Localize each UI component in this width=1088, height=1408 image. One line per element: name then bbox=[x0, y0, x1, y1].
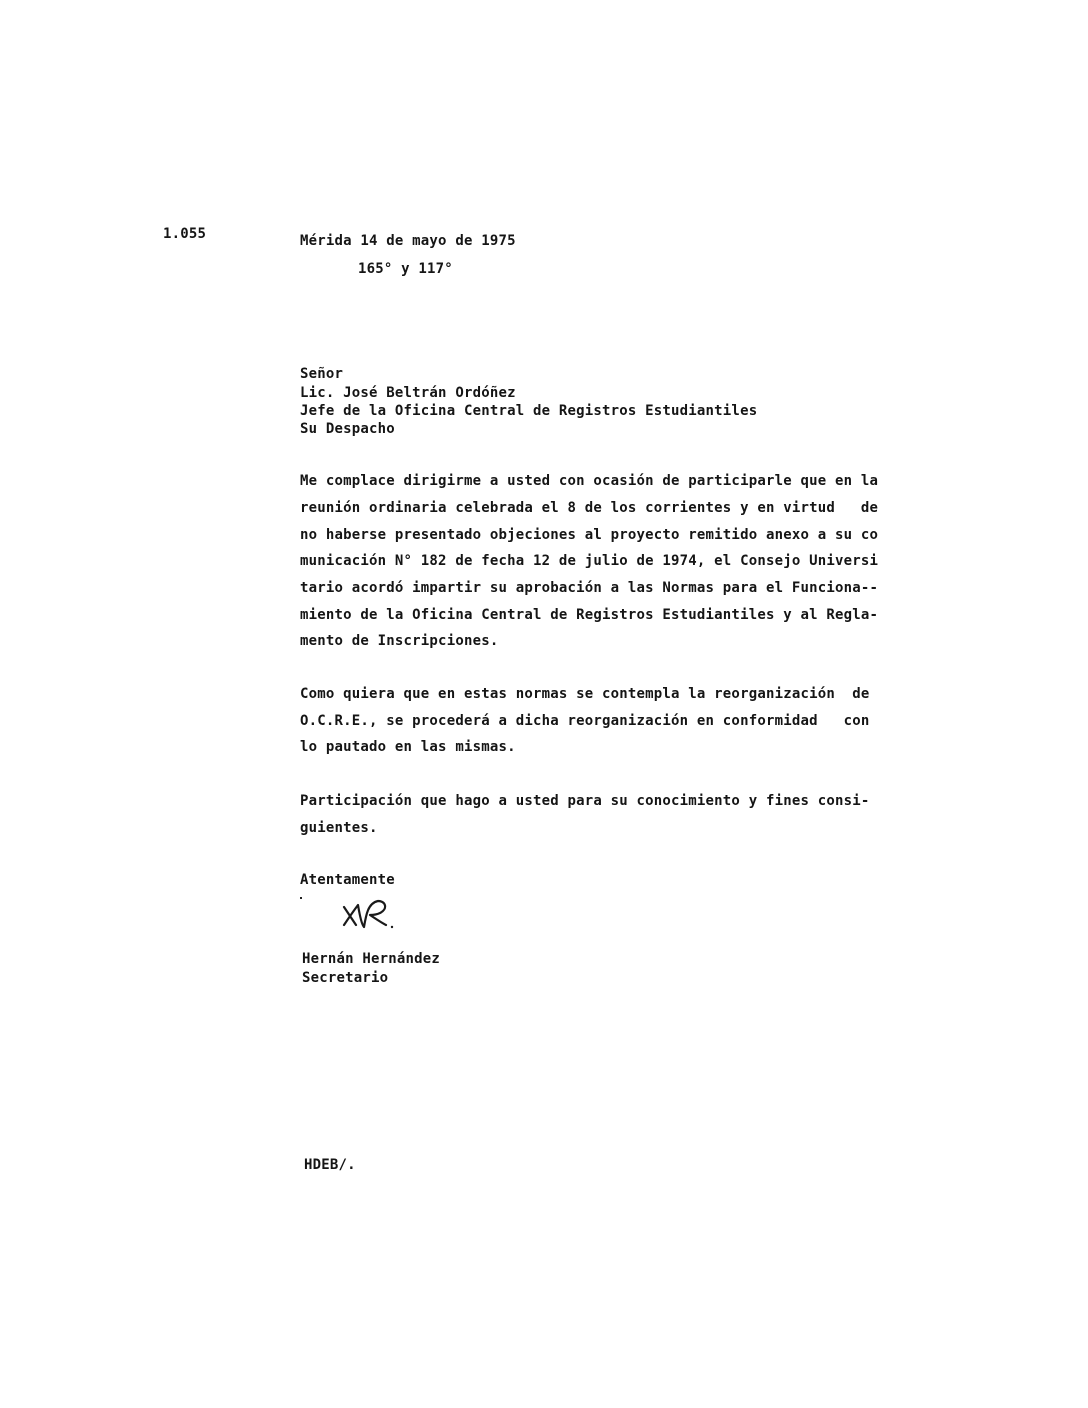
paragraph-2-line: O.C.R.E., se procederá a dicha reorganización en conformidad con bbox=[300, 713, 870, 729]
signer-title: Secretario bbox=[302, 970, 389, 986]
paragraph-1-line: municación N° 182 de fecha 12 de julio de 1974, el Consejo Universi bbox=[300, 553, 879, 569]
paragraph-2-line: Como quiera que en estas normas se contempla la reorganización de bbox=[300, 686, 870, 702]
closing: Atentamente bbox=[300, 872, 395, 888]
paragraph-3 bbox=[300, 793, 900, 857]
paragraph-1-line: tario acordó impartir su aprobación a las Normas para el Funciona-- bbox=[300, 580, 879, 596]
paragraph-2 bbox=[300, 686, 900, 766]
typist-initials: HDEB/. bbox=[304, 1157, 356, 1173]
address-salutation: Señor bbox=[300, 366, 344, 382]
paragraph-1-line: Me complace dirigirme a usted con ocasión de participarle que en la bbox=[300, 473, 879, 489]
paragraph-3-line: Participación que hago a usted para su conocimiento y fines consi- bbox=[300, 793, 870, 809]
paragraph-1-line: mento de Inscripciones. bbox=[300, 633, 499, 649]
address-recipient-title: Jefe de la Oficina Central de Registros Estudiantiles bbox=[300, 403, 758, 419]
paragraph-1-line: no haberse presentado objeciones al proyecto remitido anexo a su co bbox=[300, 527, 879, 543]
date-line: Mérida 14 de mayo de 1975 bbox=[300, 233, 516, 249]
paragraph-3-line: guientes. bbox=[300, 820, 378, 836]
handwritten-signature bbox=[338, 895, 398, 935]
years-line: 165° y 117° bbox=[358, 261, 453, 277]
reference-number: 1.055 bbox=[163, 226, 207, 242]
paragraph-2-line: lo pautado en las mismas. bbox=[300, 739, 516, 755]
paragraph-1-line: reunión ordinaria celebrada el 8 de los corrientes y en virtud de bbox=[300, 500, 879, 516]
address-recipient-name: Lic. José Beltrán Ordóñez bbox=[300, 385, 516, 401]
ink-dot bbox=[300, 897, 302, 899]
paragraph-1 bbox=[300, 473, 900, 649]
address-location: Su Despacho bbox=[300, 421, 395, 437]
paragraph-1-line: miento de la Oficina Central de Registros Estudiantiles y al Regla- bbox=[300, 607, 879, 623]
signer-name: Hernán Hernández bbox=[302, 951, 441, 967]
